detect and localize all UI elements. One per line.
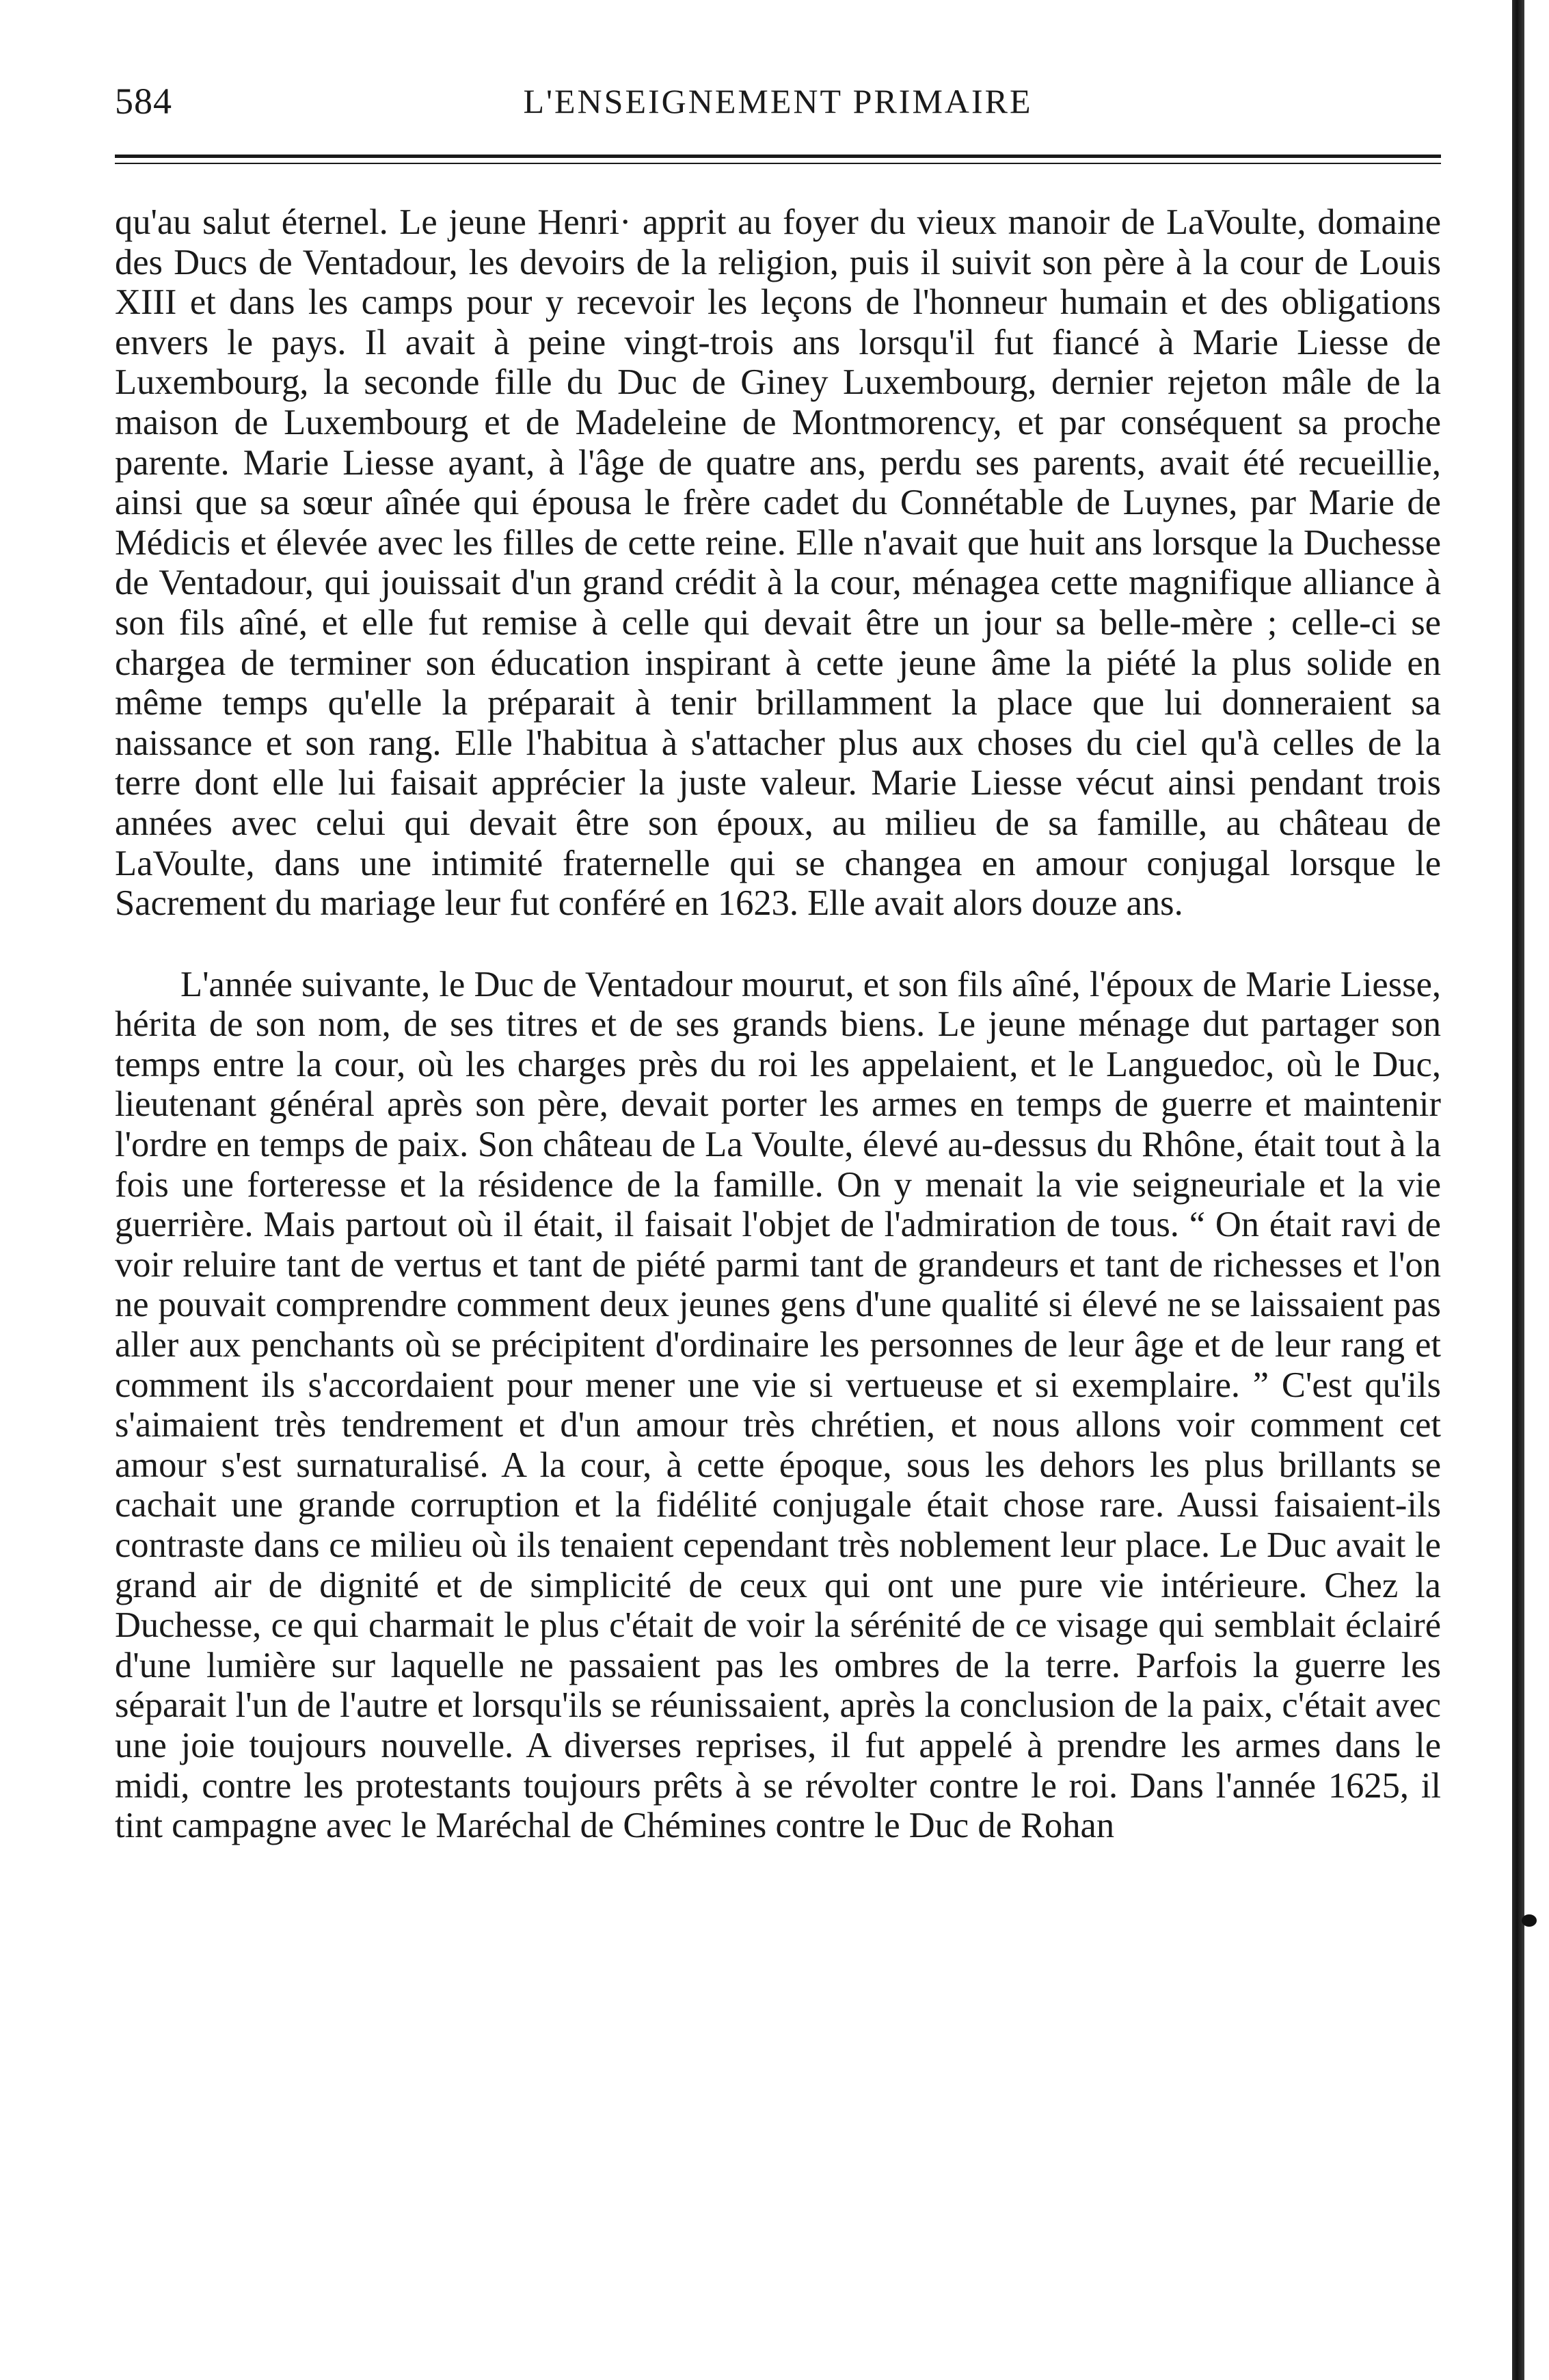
body-text	[115, 202, 1441, 1846]
page-number: 584	[115, 81, 172, 122]
running-title: L'ENSEIGNEMENT PRIMAIRE	[523, 82, 1033, 120]
header-rule-thin	[115, 163, 1441, 164]
page-edge-shadow	[1512, 0, 1524, 2380]
header-rule-thick	[115, 155, 1441, 158]
paragraph-continued: qu'au salut éternel. Le jeune Henri· apprit au foyer du vieux manoir de LaVoulte, domaine des Ducs de Ventadour, les devoirs de la religion, puis il suivit son père à la cour de Louis XIII et dans les camps pour y recevoir les leçons de l'honneur humain et des obligations envers le pays. Il avait à peine vingt-trois ans lorsqu'il fut fiancé à Marie Liesse de Luxembourg, la seconde fille du Duc de Giney Luxembourg, dernier rejeton mâle de la maison de Luxembourg et de Madeleine de Montmorency, et par conséquent sa proche parente. Marie Liesse ayant, à l'âge de quatre ans, perdu ses parents, avait été recueillie, ainsi que sa sœur aînée qui épousa le frère cadet du Connétable de Luynes, par Marie de Médicis et élevée avec les filles de cette reine. Elle n'avait que huit ans lorsque la Duchesse de Ventadour, qui jouissait d'un grand crédit à la cour, ménagea cette magnifique alliance à son fils aîné, et elle fut remise à celle qui devait être un jour sa belle-mère ; celle-ci se chargea de terminer son éducation inspirant à cette jeune âme la piété la plus solide en même temps qu'elle la préparait à tenir brillamment la place que lui donneraient sa naissance et son rang. Elle l'habitua à s'attacher plus aux choses du ciel qu'à celles de la terre dont elle lui faisait apprécier la juste valeur. Marie Liesse vécut ainsi pendant trois années avec celui qui devait être son époux, au milieu de sa famille, au château de LaVoulte, dans une intimité fraternelle qui se changea en amour conjugal lorsque le Sacrement du mariage leur fut conféré en 1623. Elle avait alors douze ans.	[115, 202, 1441, 924]
binding-mark	[1522, 1914, 1537, 1927]
page-header	[115, 74, 1441, 129]
paragraph: L'année suivante, le Duc de Ventadour mourut, et son fils aîné, l'époux de Marie Liesse, hérita de son nom, de ses titres et de ses grands biens. Le jeune ménage dut partager son temps entre la cour, où les charges près du roi les appelaient, et le Languedoc, où le Duc, lieutenant général après son père, devait porter les armes en temps de guerre et maintenir l'ordre en temps de paix. Son château de La Voulte, élevé au-dessus du Rhône, était tout à la fois une forteresse et la résidence de la famille. On y menait la vie seigneuriale et la vie guerrière. Mais partout où il était, il faisait l'objet de l'admiration de tous. “ On était ravi de voir reluire tant de vertus et tant de piété parmi tant de grandeurs et tant de richesses et l'on ne pouvait comprendre comment deux jeunes gens d'une qualité si élevé ne se laissaient pas aller aux penchants où se précipitent d'ordinaire les personnes de leur âge et de leur rang et comment ils s'accordaient pour mener une vie si vertueuse et si exemplaire. ” C'est qu'ils s'aimaient très tendrement et d'un amour très chrétien, et nous allons voir comment cet amour s'est surnaturalisé. A la cour, à cette époque, sous les dehors les plus brillants se cachait une grande corruption et la fidélité conjugale était chose rare. Aussi faisaient-ils contraste dans ce milieu où ils tenaient cependant très noblement leur place. Le Duc avait le grand air de dignité et de simplicité de ceux qui ont une pure vie intérieure. Chez la Duchesse, ce qui charmait le plus c'était de voir la sérénité de ce visage qui semblait éclairé d'une lumière sur laquelle ne passaient pas les ombres de la terre. Parfois la guerre les séparait l'un de l'autre et lorsqu'ils se réunissaient, après la conclusion de la paix, c'était avec une joie toujours nouvelle. A diverses reprises, il fut appelé à prendre les armes dans le midi, contre les protestants toujours prêts à se révolter contre le roi. Dans l'année 1625, il tint campagne avec le Maréchal de Chémines contre le Duc de Rohan	[115, 964, 1441, 1846]
